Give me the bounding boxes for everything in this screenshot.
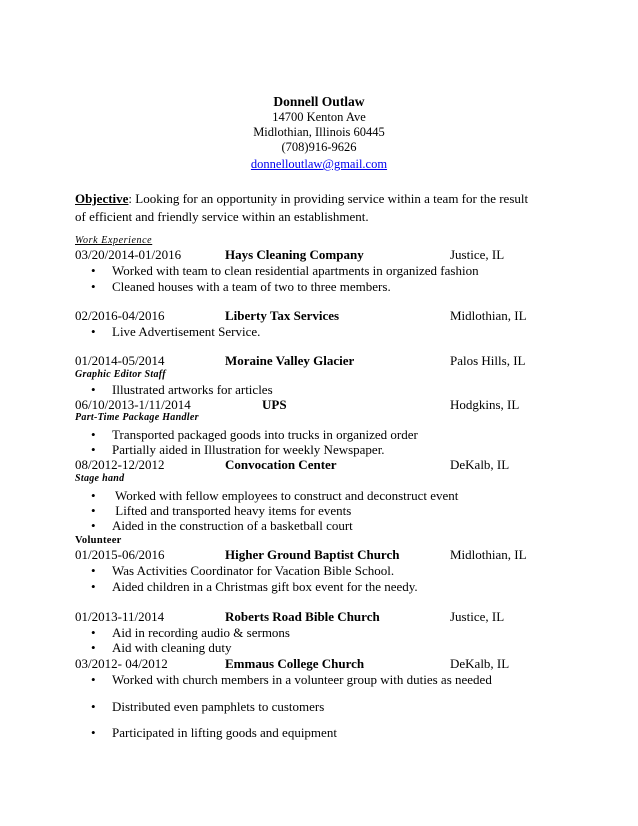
street-address: 14700 Kenton Ave [272, 110, 366, 124]
bullet-icon: • [91, 503, 96, 518]
job-date: 01/2014-05/2014 [75, 353, 165, 368]
job-role: Part-Time Package Handler [75, 412, 199, 423]
job-location: Palos Hills, IL [450, 353, 526, 368]
volunteer-location: Midlothian, IL [450, 547, 527, 562]
list-item [75, 279, 575, 295]
job-row [75, 247, 575, 263]
job-row [75, 308, 575, 324]
bullet-text: Aid with cleaning duty [112, 640, 232, 655]
list-item [75, 725, 575, 741]
bullet-text: Live Advertisement Service. [112, 324, 261, 339]
list-item [75, 427, 575, 443]
volunteer-org: Emmaus College Church [225, 656, 365, 671]
list-item [75, 579, 575, 595]
bullet-icon: • [91, 279, 96, 294]
job-location: Hodgkins, IL [450, 397, 520, 412]
job-company: Convocation Center [225, 457, 337, 472]
bullet-text: Worked with team to clean residential apartments in organized fashion [112, 263, 479, 278]
list-item [75, 640, 575, 656]
objective-section [75, 190, 535, 226]
bullet-text: Transported packaged goods into trucks in organized order [112, 427, 418, 442]
volunteer-row [75, 547, 575, 563]
job-location: Midlothian, IL [450, 308, 527, 323]
job-date: 02/2016-04/2016 [75, 308, 165, 323]
bullet-text: Aided in the construction of a basketball court [112, 518, 353, 533]
job-date: 06/10/2013-1/11/2014 [75, 397, 191, 412]
resume-header [0, 93, 638, 173]
job-role-row [75, 472, 575, 488]
job-row [75, 457, 575, 473]
list-item [75, 699, 575, 715]
list-item [75, 625, 575, 641]
bullet-text: Worked with fellow employees to construct and deconstruct event [112, 488, 459, 503]
bullet-icon: • [91, 725, 96, 740]
volunteer-org: Higher Ground Baptist Church [225, 547, 400, 562]
bullet-icon: • [91, 563, 96, 578]
job-row [75, 353, 575, 369]
objective-colon: : [128, 191, 133, 206]
applicant-name: Donnell Outlaw [273, 94, 365, 109]
bullet-icon: • [91, 672, 96, 687]
bullet-icon: • [91, 324, 96, 339]
list-item [75, 263, 575, 279]
bullet-text: Was Activities Coordinator for Vacation Bible School. [112, 563, 395, 578]
volunteer-date: 03/2012- 04/2012 [75, 656, 168, 671]
job-role-row [75, 411, 575, 427]
bullet-icon: • [91, 382, 96, 397]
bullet-icon: • [91, 442, 96, 457]
volunteer-location: Justice, IL [450, 609, 505, 624]
bullet-text: Aid in recording audio & sermons [112, 625, 290, 640]
phone-number: (708)916-9626 [281, 140, 357, 154]
bullet-icon: • [91, 427, 96, 442]
bullet-text: Distributed even pamphlets to customers [112, 699, 325, 714]
volunteer-date: 01/2015-06/2016 [75, 547, 165, 562]
bullet-text: Illustrated artworks for articles [112, 382, 273, 397]
bullet-icon: • [91, 518, 96, 533]
bullet-text: Participated in lifting goods and equipment [112, 725, 337, 740]
bullet-icon: • [91, 625, 96, 640]
list-item [75, 382, 575, 398]
email-link[interactable]: donnelloutlaw@gmail.com [250, 157, 388, 171]
list-item [75, 488, 575, 504]
job-company: Moraine Valley Glacier [225, 353, 355, 368]
bullet-text: Aided children in a Christmas gift box event for the needy. [112, 579, 418, 594]
job-date: 03/20/2014-01/2016 [75, 247, 182, 262]
bullet-icon: • [91, 488, 96, 503]
volunteer-location: DeKalb, IL [450, 656, 510, 671]
list-item [75, 503, 575, 519]
job-location: Justice, IL [450, 247, 505, 262]
bullet-text: Cleaned houses with a team of two to three members. [112, 279, 391, 294]
job-role: Stage hand [75, 473, 125, 484]
volunteer-row [75, 609, 575, 625]
job-role: Graphic Editor Staff [75, 369, 166, 380]
volunteer-org: Roberts Road Bible Church [225, 609, 380, 624]
volunteer-date: 01/2013-11/2014 [75, 609, 165, 624]
volunteer-heading: Volunteer [75, 535, 122, 546]
objective-text: Looking for an opportunity in providing service within a team for the result of efficient and friendly service within an establishment. [75, 191, 529, 224]
list-item [75, 563, 575, 579]
bullet-icon: • [91, 640, 96, 655]
bullet-text: Lifted and transported heavy items for events [112, 503, 352, 518]
objective-label: Objective [75, 191, 129, 206]
job-location: DeKalb, IL [450, 457, 510, 472]
bullet-icon: • [91, 263, 96, 278]
bullet-text: Worked with church members in a volunteer group with duties as needed [112, 672, 492, 687]
list-item [75, 518, 575, 534]
list-item [75, 324, 575, 340]
bullet-icon: • [91, 699, 96, 714]
bullet-icon: • [91, 579, 96, 594]
city-state-zip: Midlothian, Illinois 60445 [253, 125, 385, 139]
work-experience-heading: Work Experience [75, 235, 153, 246]
bullet-text: Partially aided in Illustration for weekly Newspaper. [112, 442, 385, 457]
list-item [75, 442, 575, 458]
volunteer-row [75, 656, 575, 672]
job-date: 08/2012-12/2012 [75, 457, 165, 472]
job-company: Liberty Tax Services [225, 308, 340, 323]
job-company: Hays Cleaning Company [225, 247, 364, 262]
list-item [75, 672, 575, 688]
job-company: UPS [262, 397, 287, 412]
